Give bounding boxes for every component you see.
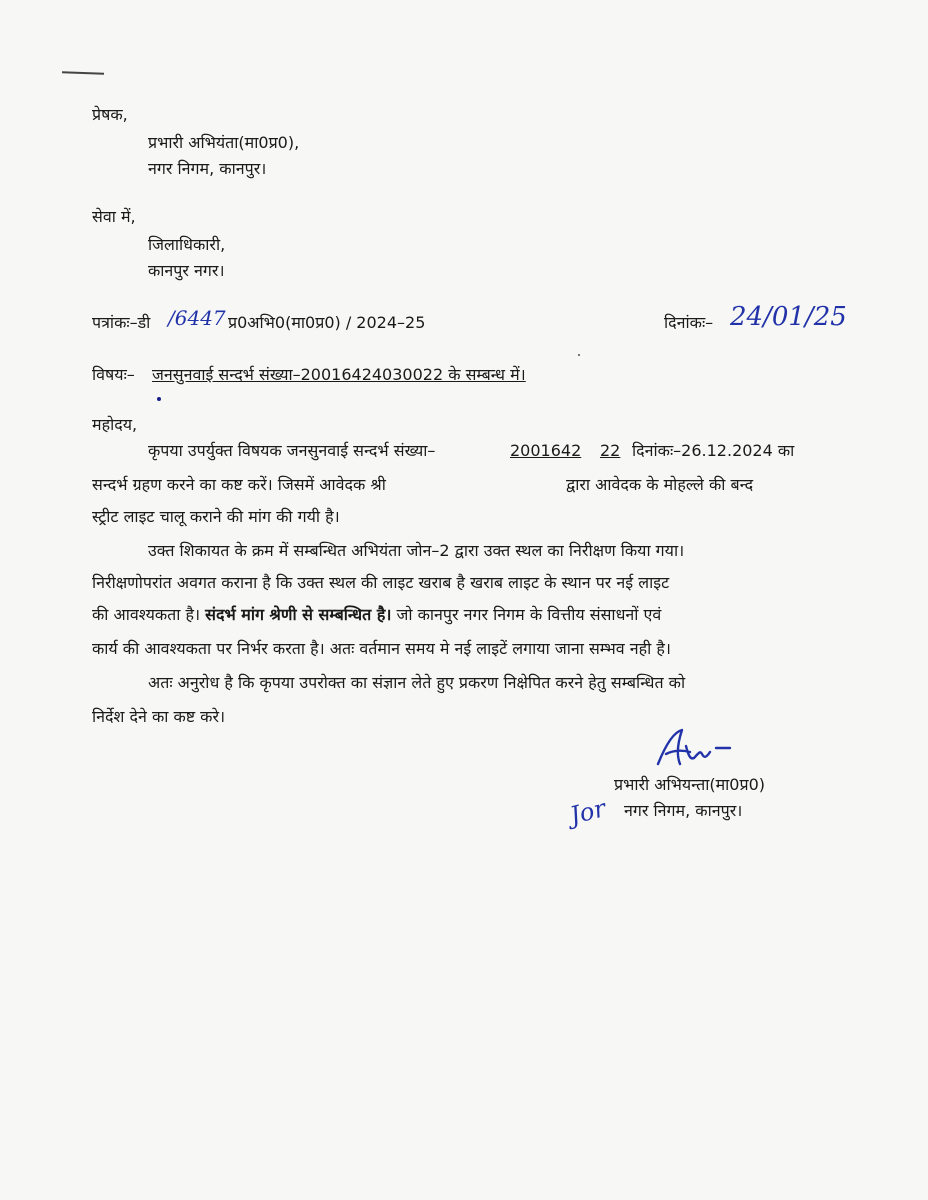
recipient-label: सेवा में, (92, 207, 136, 226)
date-label: दिनांकः– (664, 313, 714, 332)
body-p2-l3 (92, 604, 661, 626)
body-p1-l2b: द्वारा आवेदक के मोहल्ले की बन्द (566, 475, 754, 494)
recipient-line-1: जिलाधिकारी, (148, 235, 226, 254)
body-p2-l1: उक्त शिकायत के क्रम में सम्बन्धित अभियंता जोन–2 द्वारा उक्त स्थल का निरीक्षण किया गया। (148, 541, 685, 560)
signature-mark (652, 724, 742, 772)
body-p1-ref-start: 2001642 (510, 441, 582, 460)
signature-org: नगर निगम, कानपुर। (624, 801, 743, 820)
body-p2-l3a: की आवश्यकता है। (92, 605, 201, 624)
body-p3-l2: निर्देश देने का कष्ट करे। (92, 707, 226, 726)
body-p1-l2a: सन्दर्भ ग्रहण करने का कष्ट करें। जिसमें आवेदक श्री (92, 475, 386, 494)
reference-suffix: प्र0अभि0(मा0प्र0) / 2024–25 (228, 313, 426, 332)
body-p2-l3b-bold: संदर्भ मांग श्रेणी से सम्बन्धित है। (205, 605, 392, 624)
salutation: महोदय, (92, 415, 138, 434)
sender-line-2: नगर निगम, कानपुर। (148, 159, 267, 178)
reference-handwritten-number: /6447 (168, 306, 226, 330)
top-dash-mark (62, 71, 104, 74)
body-p2-l4: कार्य की आवश्यकता पर निर्भर करता है। अतः वर्तमान समय मे नई लाइटें लगाया जाना सम्भव नही है। (92, 639, 671, 658)
sender-label: प्रेषक, (92, 105, 128, 124)
recipient-line-2: कानपुर नगर। (148, 261, 225, 280)
body-p3-l1: अतः अनुरोध है कि कृपया उपरोक्त का संज्ञान लेते हुए प्रकरण निक्षेपित करने हेतु सम्बन्धित को (148, 673, 686, 692)
sender-line-1: प्रभारी अभियंता(मा0प्र0), (148, 133, 300, 152)
speck (578, 354, 580, 356)
subject-label: विषयः– (92, 365, 135, 384)
subject-text: जनसुनवाई सन्दर्भ संख्या–20016424030022 के सम्बन्ध में। (152, 365, 526, 384)
signature-note: Jor (567, 794, 609, 830)
signature-designation: प्रभारी अभियन्ता(मा0प्र0) (614, 775, 766, 794)
body-p2-l2: निरीक्षणोपरांत अवगत कराना है कि उक्त स्थल की लाइट खराब है खराब लाइट के स्थान पर नई लाइट (92, 573, 670, 592)
body-p2-l3c: जो कानपुर नगर निगम के वित्तीय संसाधनों एवं (396, 605, 662, 624)
handwritten-date: 24/01/25 (730, 302, 847, 332)
body-p1-ref-end: 22 (600, 441, 621, 460)
ink-dot (157, 397, 161, 401)
reference-prefix: पत्रांकः–डी (92, 313, 151, 332)
body-p1-l3: स्ट्रीट लाइट चालू कराने की मांग की गयी है। (92, 507, 340, 526)
body-p1-l1a: कृपया उपर्युक्त विषयक जनसुनवाई सन्दर्भ संख्या– (148, 441, 436, 460)
body-p1-l1d: दिनांकः–26.12.2024 का (632, 441, 795, 460)
